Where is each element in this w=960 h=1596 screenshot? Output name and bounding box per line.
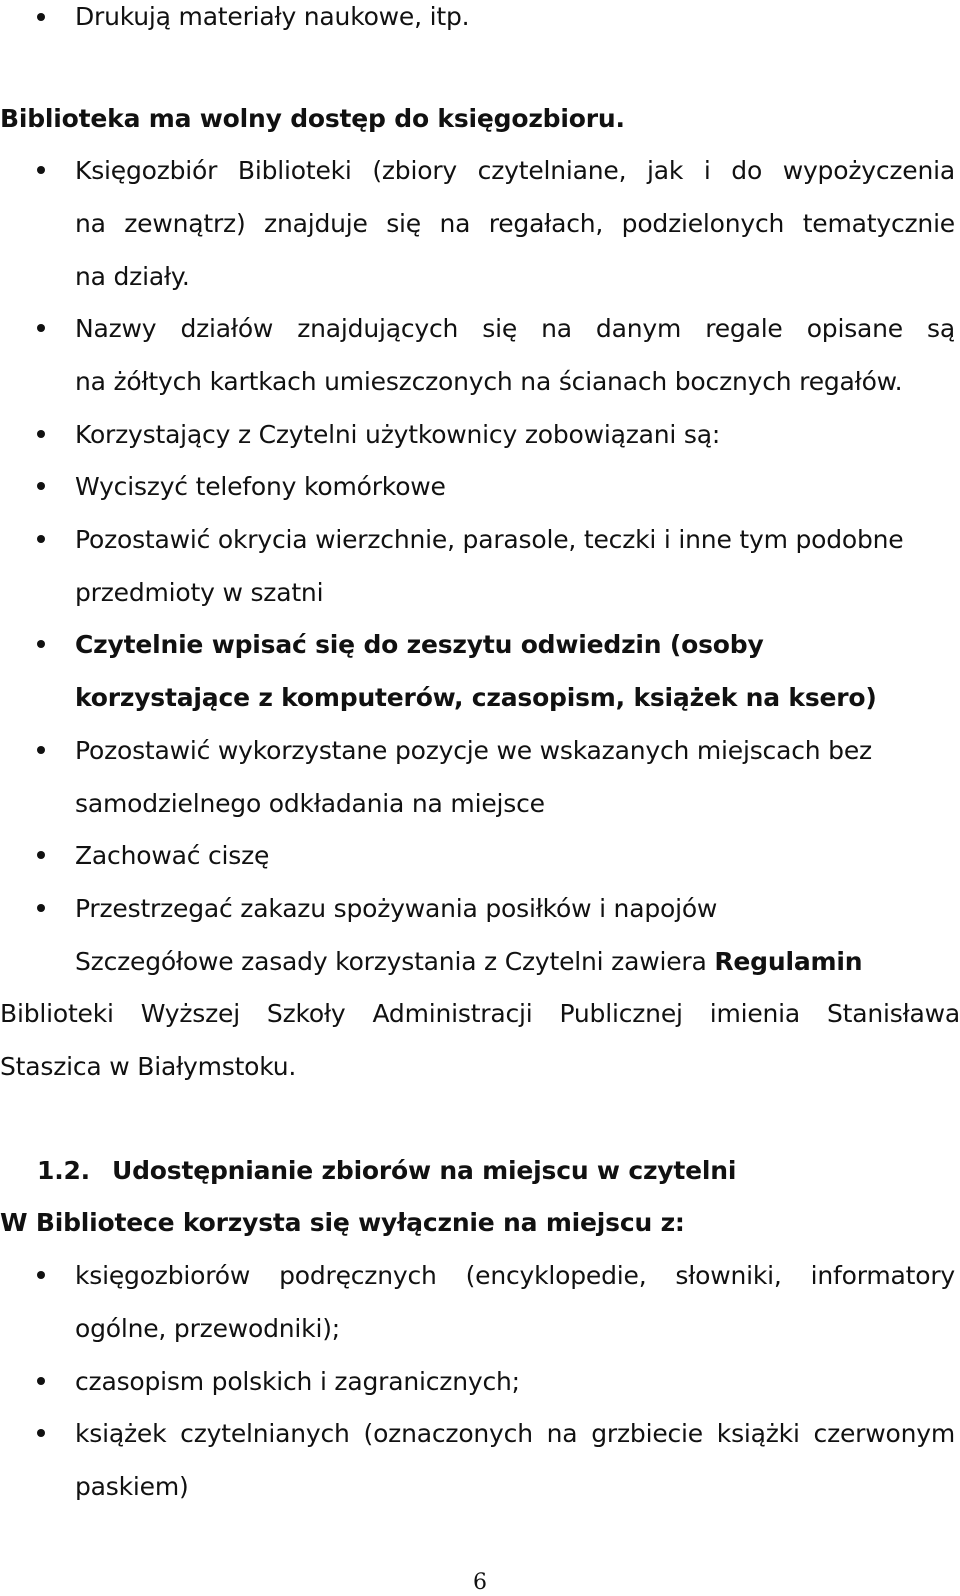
paragraph-heading: Biblioteka ma wolny dostęp do księgozbioru. (0, 104, 625, 133)
bullet-icon (37, 746, 45, 754)
paragraph-heading: W Bibliotece korzysta się wyłącznie na miejscu z: (0, 1208, 685, 1237)
bullet-icon (37, 13, 45, 21)
list-item: Nazwy działów znajdujących się na danym regale opisane są (75, 314, 955, 343)
list-item: księgozbiorów podręcznych (encyklopedie, słowniki, informatory (75, 1261, 955, 1290)
list-item: Wyciszyć telefony komórkowe (75, 472, 446, 501)
regulamin-label: Regulamin (714, 947, 863, 976)
list-item: Przestrzegać zakazu spożywania posiłków i napojów (75, 894, 718, 923)
list-item: Pozostawić okrycia wierzchnie, parasole, teczki i inne tym podobne (75, 525, 904, 554)
paragraph (75, 935, 955, 988)
bullet-icon (37, 1271, 45, 1279)
list-item: książek czytelnianych (oznaczonych na grzbiecie książki czerwonym (75, 1419, 955, 1448)
bullet-icon (37, 324, 45, 332)
list-item: Zachować ciszę (75, 841, 270, 870)
list-item: Księgozbiór Biblioteki (zbiory czytelniane, jak i do wypożyczenia (75, 156, 955, 185)
section-heading (0, 1144, 960, 1197)
list-item: Drukują materiały naukowe, itp. (75, 2, 470, 31)
list-item: Pozostawić wykorzystane pozycje we wskazanych miejscach bez (75, 736, 872, 765)
list-item-continuation: ogólne, przewodniki); (75, 1314, 340, 1343)
list-item-continuation: samodzielnego odkładania na miejsce (75, 789, 545, 818)
page-number: 6 (473, 1570, 487, 1595)
list-item-continuation: na zewnątrz) znajduje się na regałach, podzielonych tematycznie (75, 209, 955, 238)
bullet-icon (37, 904, 45, 912)
paragraph-continuation: Biblioteki Wyższej Szkoły Administracji Publicznej imienia Stanisława (0, 999, 960, 1028)
bullet-icon (37, 1429, 45, 1437)
list-item-continuation: przedmioty w szatni (75, 578, 324, 607)
bullet-icon (37, 851, 45, 859)
list-item: Korzystający z Czytelni użytkownicy zobowiązani są: (75, 420, 721, 449)
paragraph-text: Szczegółowe zasady korzystania z Czytelni zawiera (75, 947, 715, 976)
paragraph-continuation: Staszica w Białymstoku. (0, 1052, 297, 1081)
section-title: Udostępnianie zbiorów na miejscu w czytelni (112, 1156, 737, 1185)
section-number: 1.2. (37, 1156, 90, 1185)
bullet-icon (37, 1377, 45, 1385)
bullet-icon (37, 166, 45, 174)
list-item-continuation: paskiem) (75, 1472, 189, 1501)
list-item: czasopism polskich i zagranicznych; (75, 1367, 520, 1396)
list-item-continuation: na działy. (75, 262, 190, 291)
bullet-icon (37, 482, 45, 490)
list-item-continuation: korzystające z komputerów, czasopism, książek na ksero) (75, 683, 877, 712)
bullet-icon (37, 430, 45, 438)
bullet-icon (37, 535, 45, 543)
bullet-icon (37, 640, 45, 648)
list-item-continuation: na żółtych kartkach umieszczonych na ścianach bocznych regałów. (75, 367, 903, 396)
list-item: Czytelnie wpisać się do zeszytu odwiedzin (osoby (75, 630, 764, 659)
